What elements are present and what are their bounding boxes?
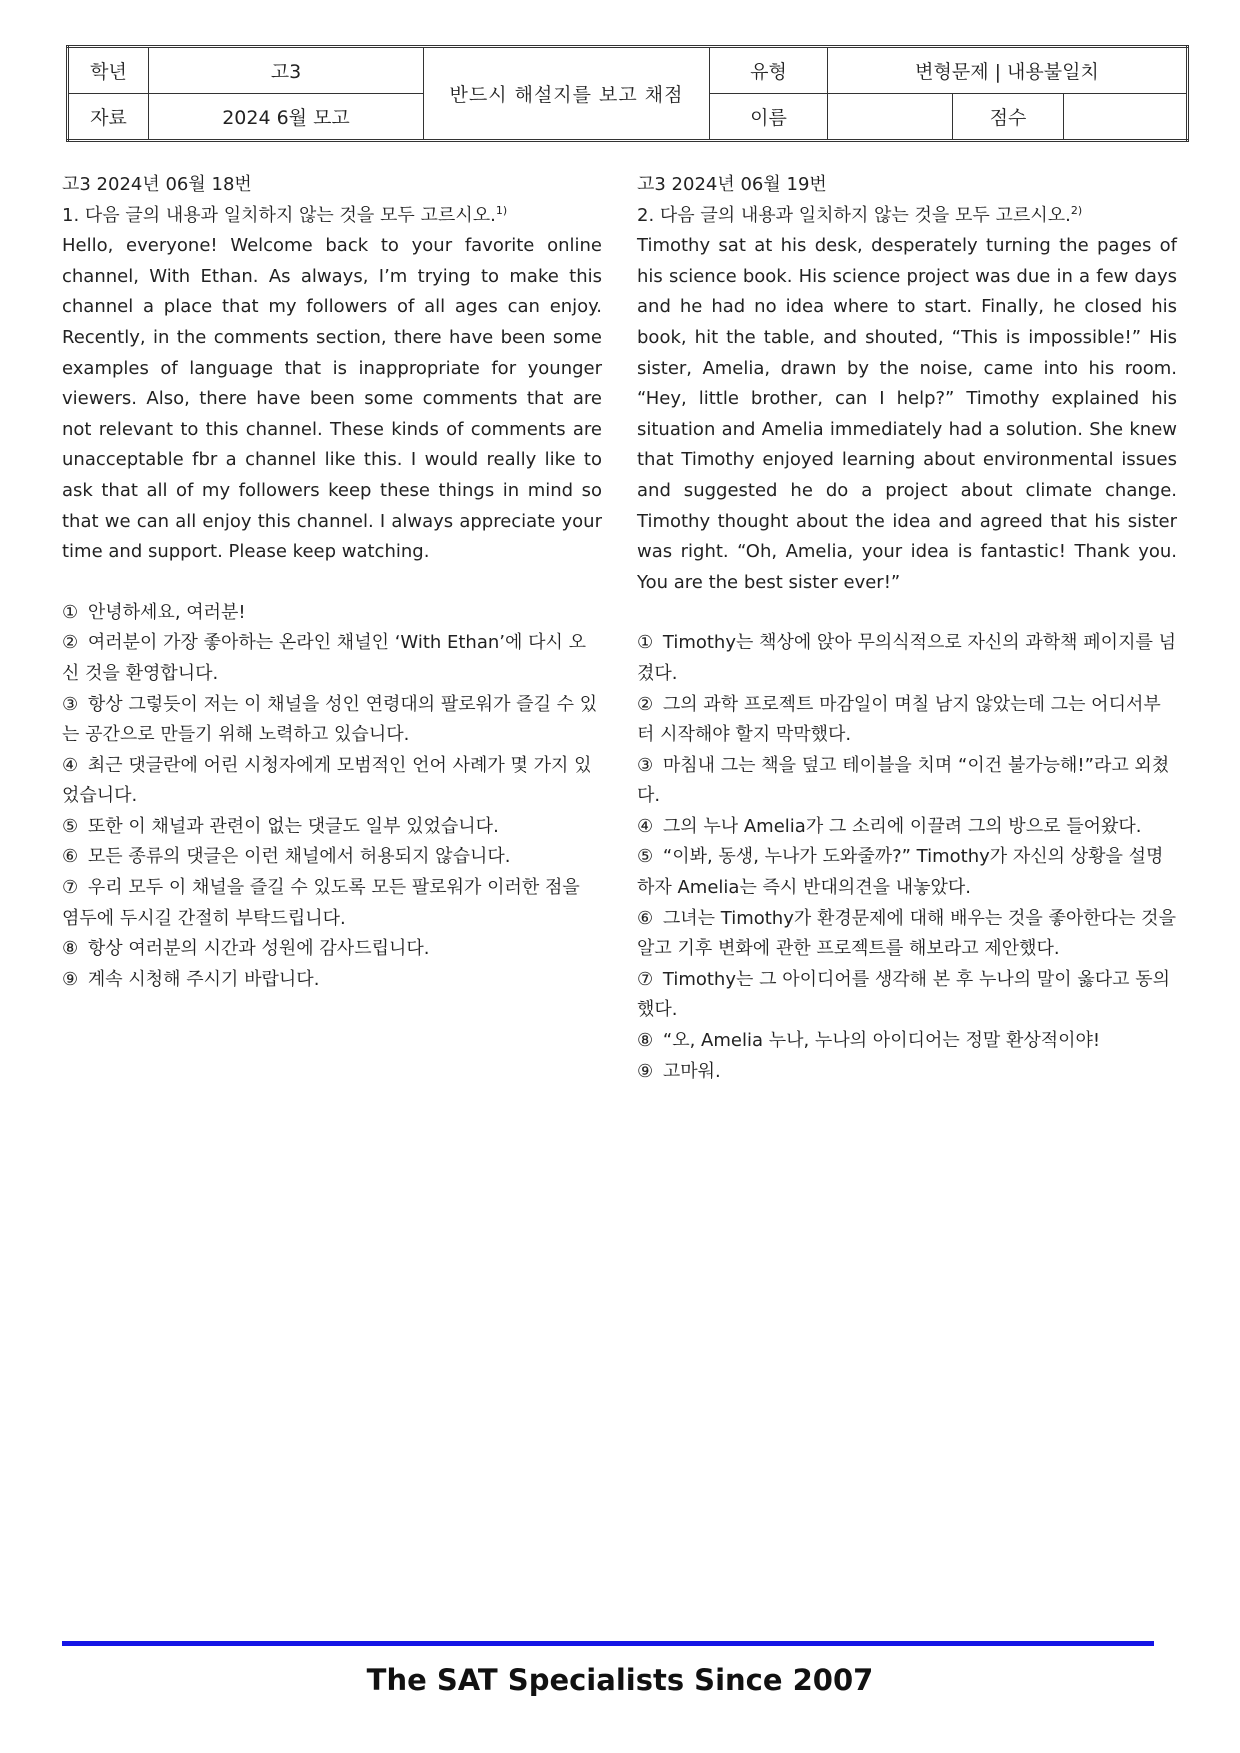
option-item: ① Timothy는 책상에 앉아 무의식적으로 자신의 과학책 페이지를 넘겼다.: [637, 632, 1176, 684]
question-prompt: 1. 다음 글의 내용과 일치하지 않는 것을 모두 고르시오.$^{1)}$: [62, 203, 508, 226]
option-item: ② 여러분이 가장 좋아하는 온라인 채널인 ‘With Ethan’에 다시 오신 것을 환영합니다.: [62, 632, 586, 684]
question-2: [637, 170, 1177, 1087]
option-item: ④ 그의 누나 Amelia가 그 소리에 이끌려 그의 방으로 들어왔다.: [637, 815, 1142, 837]
name-field[interactable]: [828, 94, 953, 141]
option-item: ② 그의 과학 프로젝트 마감일이 며칠 남지 않았는데 그는 어디서부터 시작해야 할지 막막했다.: [637, 693, 1161, 746]
grade-value: 고3: [149, 47, 424, 94]
question-source: 고3 2024년 06월 18번: [62, 174, 252, 195]
header-table: [66, 45, 1189, 142]
option-item: ③ 마침내 그는 책을 덮고 테이블을 치며 “이건 불가능해!”라고 외쳤다.: [637, 754, 1170, 807]
score-field[interactable]: [1064, 94, 1188, 141]
option-item: ⑥ 그녀는 Timothy가 환경문제에 대해 배우는 것을 좋아한다는 것을 알고 기후 변화에 관한 프로젝트를 해보라고 제안했다.: [637, 907, 1176, 960]
footnote-marker: 2): [1070, 203, 1083, 217]
footnote-marker: 1): [495, 203, 508, 217]
name-label: 이름: [710, 94, 828, 141]
option-item: ③ 항상 그렇듯이 저는 이 채널을 성인 연령대의 팔로워가 즐길 수 있는 공간으로 만들기 위해 노력하고 있습니다.: [62, 693, 598, 746]
option-item: ① 안녕하세요, 여러분!: [62, 601, 246, 623]
option-item: ④ 최근 댓글란에 어린 시청자에게 모범적인 언어 사례가 몇 가지 있었습니다.: [62, 754, 592, 807]
grading-notice: 반드시 해설지를 보고 채점: [424, 47, 710, 141]
option-item: ⑤ 또한 이 채널과 관련이 없는 댓글도 일부 있었습니다.: [62, 815, 499, 837]
type-label: 유형: [710, 47, 828, 94]
material-label: 자료: [68, 94, 149, 141]
option-list: [62, 598, 602, 996]
option-item: ⑤ “이봐, 동생, 누나가 도와줄까?” Timothy가 자신의 상황을 설명하자 Amelia는 즉시 반대의견을 내놓았다.: [637, 846, 1164, 899]
passage: Timothy sat at his desk, desperately turning the pages of his science book. His science project was due in a few days and he had no idea where to start. Finally, he closed his book, hit the table, and shouted, “This is impossible!” His sister, Amelia, drawn by the noise, came into his room. “Hey, little brother, can I help?” Timothy explained his situation and Amelia immediately had a solution. She knew that Timothy enjoyed learning about environmental issues and suggested he do a project about climate change. Timothy thought about the idea and agreed that his sister was right. “Oh, Amelia, your idea is fantastic! Thank you. You are the best sister ever!”: [637, 235, 1177, 593]
passage: Hello, everyone! Welcome back to your favorite online channel, With Ethan. As always, I’m trying to make this channel a place that my followers of all ages can enjoy. Recently, in the comments section, there have been some examples of language that is inappropriate for younger viewers. Also, there have been some comments that are not relevant to this channel. These kinds of comments are unacceptable fbr a channel like this. I would really like to ask that all of my followers keep these things in mind so that we can all enjoy this channel. I always appreciate your time and support. Please keep watching.: [62, 235, 602, 563]
option-item: ⑨ 계속 시청해 주시기 바랍니다.: [62, 968, 320, 990]
footer-slogan: The SAT Specialists Since 2007: [366, 1663, 874, 1697]
material-value: 2024 6월 모고: [149, 94, 424, 141]
option-item: ⑧ 항상 여러분의 시간과 성원에 감사드립니다.: [62, 938, 430, 960]
option-list: [637, 628, 1177, 1087]
question-1: [62, 170, 602, 995]
score-label: 점수: [953, 94, 1064, 141]
option-item: ⑨ 고마워.: [637, 1060, 721, 1082]
grade-label: 학년: [68, 47, 149, 94]
type-value: 변형문제 | 내용불일치: [828, 47, 1188, 94]
question-prompt: 2. 다음 글의 내용과 일치하지 않는 것을 모두 고르시오.$^{2)}$: [637, 203, 1083, 226]
option-item: ⑥ 모든 종류의 댓글은 이런 채널에서 허용되지 않습니다.: [62, 846, 511, 868]
footer-divider: [62, 1641, 1154, 1646]
option-item: ⑧ “오, Amelia 누나, 누나의 아이디어는 정말 환상적이야!: [637, 1030, 1101, 1052]
question-source: 고3 2024년 06월 19번: [637, 174, 827, 195]
option-item: ⑦ 우리 모두 이 채널을 즐길 수 있도록 모든 팔로워가 이러한 점을 염두에 두시길 간절히 부탁드립니다.: [62, 877, 580, 929]
option-item: ⑦ Timothy는 그 아이디어를 생각해 본 후 누나의 말이 옳다고 동의했다.: [637, 968, 1171, 1021]
